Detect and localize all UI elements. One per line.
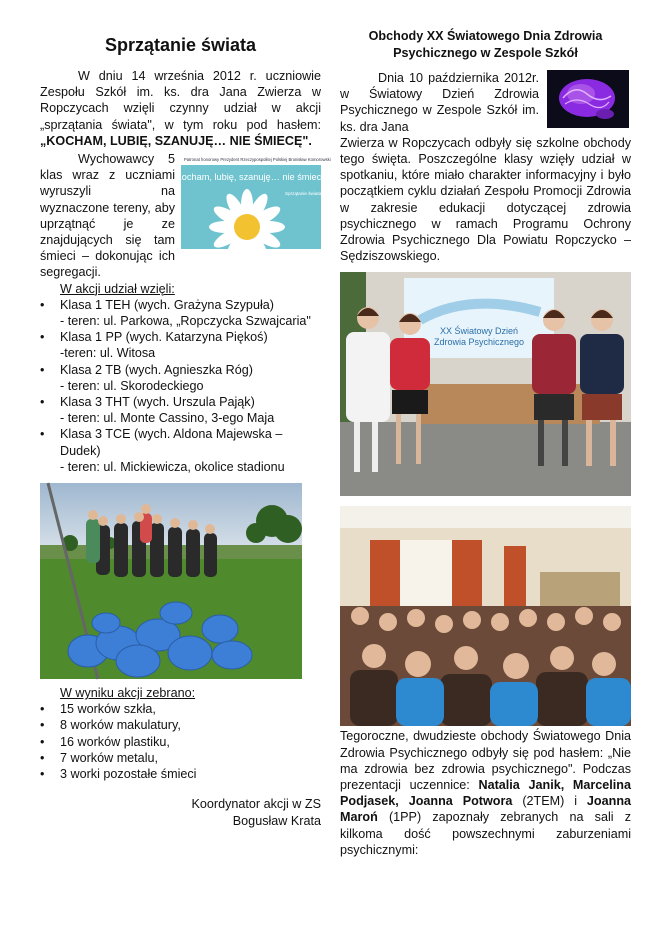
- poster-patronage: Patronat honorowy Prezydent Rzeczypospolitej Polskiej Bronisław Komorowski: [184, 157, 331, 163]
- poster-headline: Kocham, lubię, szanuję… nie śmiecę: [175, 172, 327, 183]
- class-name: • Klasa 2 TB (wych. Agnieszka Róg): [60, 362, 253, 377]
- class-item: [60, 362, 321, 394]
- left-article: [40, 28, 348, 829]
- coordinator-name: Bogusław Krata: [232, 813, 321, 828]
- class-item: [60, 394, 321, 426]
- result-item: • 7 worków metalu,: [60, 750, 321, 766]
- class-name: • Klasa 3 THT (wych. Urszula Pająk): [60, 395, 255, 410]
- student-names-1: Natalia Janik, Marcelina Podjasek, Joanna Potwora: [340, 778, 632, 809]
- class-item: [60, 297, 321, 329]
- participants-heading: W akcji udział wzięli:: [60, 281, 175, 296]
- results-list: [40, 701, 321, 782]
- intro-rest: Zwierza w Ropczycach odbyły się szkolne obchody tego święta. Poszczególne klasy wzięły udział w spotkaniu, które miało charakter informacyjny i było początkiem cyklu działań Zespołu Promocji Zdrowia w zakresie edukacji dotyczącej zdrowia psychicznego w ramach Programu Ochrony Zdrowia Psychicznego Dla Powiatu Ropczycko – Sędziszowskiego.: [340, 135, 631, 264]
- intro-start: Dnia 10 października 2012r. w Światowy Dzień Zdrowia Psychicznego w Zespole Szkół im. ks. dra Jana: [340, 71, 539, 134]
- class-list: [40, 297, 321, 475]
- poster-subtitle: Sprzątanie świata Polska 2012: [285, 191, 348, 197]
- title-line-2: Psychicznego w Zespole Szkół: [393, 46, 578, 60]
- class-item: [60, 426, 321, 475]
- article-title-cleanup: Sprzątanie świata: [104, 35, 257, 55]
- campaign-poster: [175, 153, 348, 249]
- intro-paragraph: W dniu 14 września 2012 r. uczniowie Zespołu Szkół im. ks. dra Jana Zwierza w Ropczycach wzięli czynny udział w akcji „sprzątania świata", w tym roku pod hasłem:: [40, 69, 321, 132]
- class-item: [60, 329, 321, 361]
- class-area: - teren: ul. Skorodeckiego: [60, 378, 204, 393]
- result-item: • 8 worków makulatury,: [60, 717, 321, 733]
- article-title-mental-health: [340, 28, 631, 62]
- closing-paragraph: Tegoroczne, dwudzieste obchody Światowego Dnia Zdrowia Psychicznego odbyły się pod hasłem: „Nie ma zdrowia bez zdrowia psychicznego". Podczas prezentacji uczennice: Natalia Janik, Marcelina Podjasek, Joanna Potwora (2TEM) i Joanna Maroń (1PP) zapoznały zebranych na sali z kilkoma dość powszechnymi zaburzeniami psychicznymi:: [340, 729, 632, 857]
- class-name: • Klasa 1 TEH (wych. Grażyna Szypuła): [60, 297, 274, 312]
- wychowawcy-paragraph: Wychowawcy 5 klas wraz z uczniami wyruszyli na wyznaczone tereny, aby uprzątnąć je ze znajdujących się tam śmieci – dokonując ich segregacji.: [40, 152, 175, 280]
- class-name: • Klasa 3 TCE (wych. Aldona Majewska – Dudek): [60, 427, 283, 458]
- title-line-1: Obchody XX Światowego Dnia Zdrowia: [368, 29, 603, 43]
- cleanup-group-photo: [40, 483, 302, 679]
- presentation-photo: [340, 272, 631, 496]
- audience-crowd: [340, 606, 631, 726]
- audience-photo: [340, 506, 631, 726]
- class-name: • Klasa 1 PP (wych. Katarzyna Piękoś): [60, 330, 268, 345]
- class-area: - teren: ul. Mickiewicza, okolice stadionu: [60, 459, 285, 474]
- results-heading: W wyniku akcji zebrano:: [60, 686, 196, 701]
- coordinator-role: Koordynator akcji w ZS: [191, 797, 321, 812]
- result-item: • 3 worki pozostałe śmieci: [60, 766, 321, 782]
- class-area: - teren: ul. Parkowa, „Ropczycka Szwajcaria": [60, 314, 311, 329]
- class-area: -teren: ul. Witosa: [60, 346, 156, 361]
- result-item: • 16 worków plastiku,: [60, 734, 321, 750]
- class-area: - teren: ul. Monte Cassino, 3-ego Maja: [60, 411, 275, 426]
- screen-text-line2: Zdrowia Psychicznego: [433, 337, 525, 348]
- brain-image: [547, 70, 629, 128]
- slogan: „KOCHAM, LUBIĘ, SZANUJĘ… NIE ŚMIECĘ".: [40, 133, 312, 148]
- result-item: • 15 worków szkła,: [60, 701, 321, 717]
- right-article: [340, 28, 631, 858]
- screen-text-line1: XX Światowy Dzień: [439, 326, 519, 337]
- student-names-2: Joanna Maroń: [340, 794, 632, 825]
